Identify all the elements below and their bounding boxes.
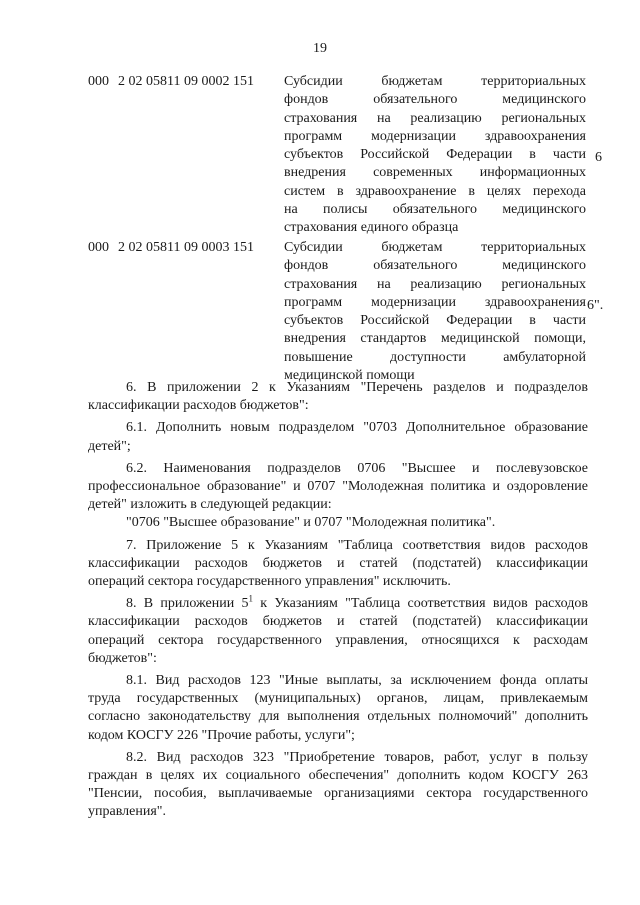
description-line: медицинской помощи [284,368,415,384]
description-line: внедрения современных информационных [284,165,586,181]
text-line: согласно законодательству для выполнения отдельных полномочий" дополнить [88,709,588,725]
description-line: субъектов Российской Федерации в части [284,147,586,163]
text-line: 8.1. Вид расходов 123 "Иные выплаты, за исключением фонда оплаты [126,673,588,689]
text-line: граждан в целях их социального обеспечения" дополнить кодом КОСГУ 263 [88,768,588,784]
paragraph-6-2-text: "0706 "Высшее образование" и 0707 "Молодежная политика". [126,515,496,531]
table-row [88,73,608,239]
row-description [284,73,586,238]
text-line: управления". [88,804,166,820]
description-line: страхования на реализацию региональных [284,276,586,292]
paragraph-8 [88,595,588,668]
text-line: детей" изложить в следующей редакции: [88,497,332,513]
text-line: труда государственных (муниципальных) органов, лицам, привлекаемым [88,691,588,707]
text-line: бюджетов": [88,650,157,666]
description-line: внедрения стандартов медицинской помощи, [284,331,586,347]
text-line: 8.2. Вид расходов 323 "Приобретение товаров, работ, услуг в пользу [126,749,588,765]
description-line: Субсидии бюджетам территориальных [284,74,586,89]
budget-classification-code: 2 02 05811 09 0002 151 [118,74,254,89]
text-line: 7. Приложение 5 к Указаниям "Таблица соответствия видов расходов [126,537,588,553]
text-line: классификации расходов бюджетов и статей (подстатей) классификации [88,555,588,571]
text-line [88,595,588,613]
description-line: фондов обязательного медицинского [284,92,586,108]
description-line: повышение доступности амбулаторной [284,349,586,365]
text-fragment: к Указаниям "Таблица соответствия видов расходов [252,596,588,612]
text-line: детей"; [88,438,131,454]
text-line: 6.1. Дополнить новым подразделом "0703 Дополнительное образование [126,420,588,436]
text-fragment: 8. В приложении 5 [126,596,249,612]
paragraph-8-2 [88,749,588,822]
page-number: 19 [313,41,327,56]
row-description [284,239,586,385]
row-amount: 6 [595,150,602,165]
classification-table [88,73,608,384]
paragraph-6-2 [88,460,588,515]
description-line: программ модернизации здравоохранения [284,128,586,144]
text-line: профессиональное образование" и 0707 "Молодежная политика и оздоровление [88,479,588,495]
text-line: 6.2. Наименования подразделов 0706 "Высшее и послевузовское [126,460,588,476]
text-line: классификации расходов бюджетов и статей (подстатей) классификации [88,614,588,630]
text-line: кодом КОСГУ 226 "Прочие работы, услуги"; [88,727,355,743]
text-line: 6. В приложении 2 к Указаниям "Перечень разделов и подразделов [126,380,588,395]
description-line: страхования на реализацию региональных [284,110,586,126]
description-line: страхования единого образца [284,220,459,236]
table-row [88,239,608,384]
description-line: систем в здравоохранение в целях перехода [284,183,586,199]
paragraph-7 [88,537,588,592]
description-line: на полисы обязательного медицинского [284,202,586,218]
paragraph-6-1 [88,419,588,455]
text-line: операций сектора государственного управления" исключить. [88,574,451,590]
superscript: 1 [248,593,253,604]
admin-code: 000 [88,74,109,89]
text-line: "Пенсии, пособия, выплачиваемые организациями сектора государственного [88,786,588,802]
text-line: операций сектора государственного управления, относящихся к расходам [88,632,588,648]
document-body [88,379,588,822]
text-line: классификации расходов бюджетов": [88,398,309,414]
description-line: Субсидии бюджетам территориальных [284,240,586,255]
budget-classification-code: 2 02 05811 09 0003 151 [118,240,254,255]
description-line: субъектов Российской Федерации в части [284,313,586,329]
description-line: программ модернизации здравоохранения [284,294,586,310]
paragraph-8-1 [88,672,588,745]
paragraph-6 [88,379,588,415]
admin-code: 000 [88,240,109,255]
row-amount: 6". [587,298,604,313]
description-line: фондов обязательного медицинского [284,258,586,274]
